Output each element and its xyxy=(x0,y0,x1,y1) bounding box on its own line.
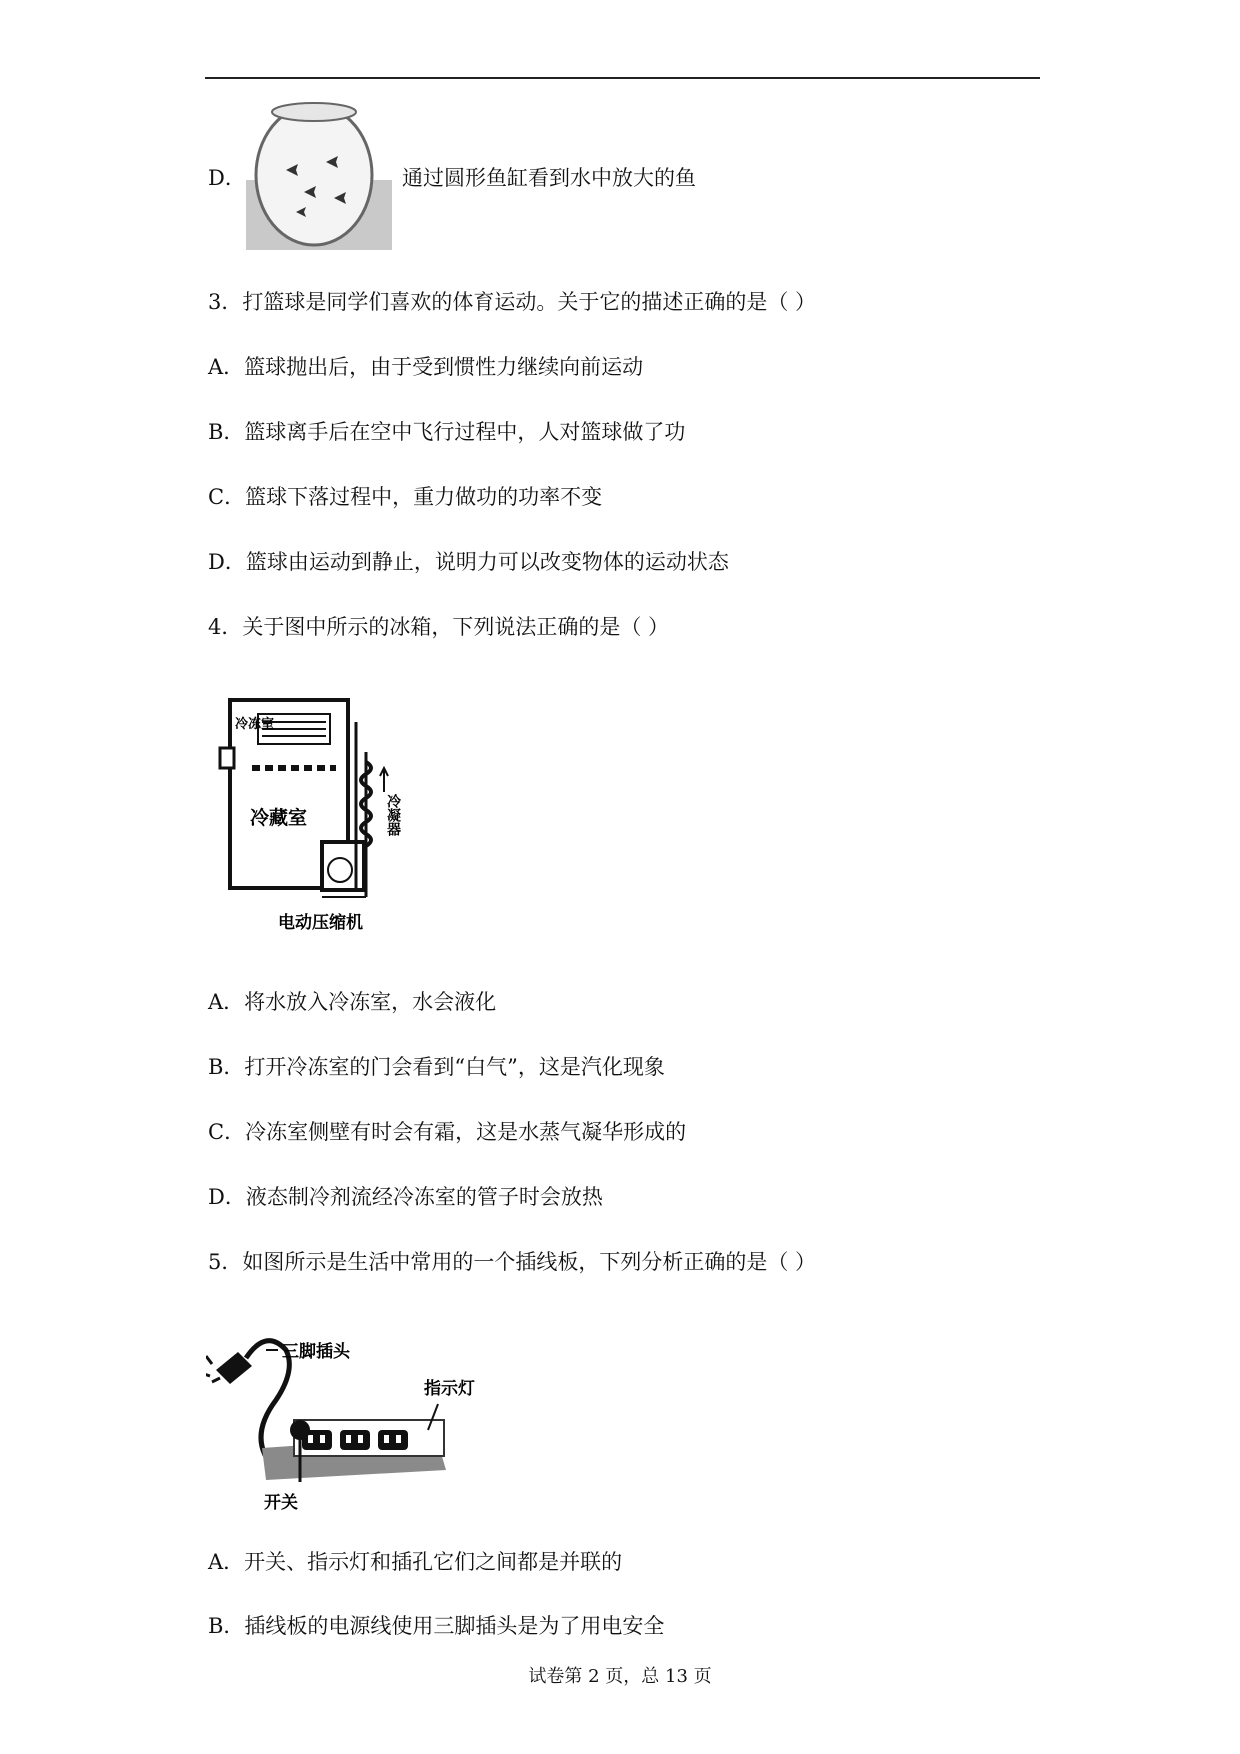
q5-option-b: B．插线板的电源线使用三脚插头是为了用电安全 xyxy=(208,1614,665,1638)
power-strip-diagram xyxy=(206,1320,496,1515)
q2-option-d-label: D． xyxy=(208,166,246,190)
indicator-label: 指示灯 xyxy=(424,1379,475,1398)
q3-option-d: D．篮球由运动到静止，说明力可以改变物体的运动状态 xyxy=(208,550,729,574)
plug-label: 三脚插头 xyxy=(282,1342,350,1361)
q3-option-b: B．篮球离手后在空中飞行过程中，人对篮球做了功 xyxy=(208,420,686,444)
fridge-label: 冷藏室 xyxy=(250,808,308,829)
q4-option-a: A．将水放入冷冻室，水会液化 xyxy=(208,990,497,1014)
q4-option-c: C．冷冻室侧壁有时会有霜，这是水蒸气凝华形成的 xyxy=(208,1120,687,1144)
header-rule xyxy=(205,77,1040,79)
switch-label: 开关 xyxy=(264,1493,298,1512)
q4-option-b: B．打开冷冻室的门会看到“白气”，这是汽化现象 xyxy=(208,1055,665,1079)
refrigerator-diagram xyxy=(218,692,408,942)
q5-stem: 5．如图所示是生活中常用的一个插线板，下列分析正确的是（ ） xyxy=(208,1250,817,1274)
q4-option-d: D．液态制冷剂流经冷冻室的管子时会放热 xyxy=(208,1185,603,1209)
freezer-label: 冷冻室 xyxy=(235,716,275,731)
q4-stem: 4．关于图中所示的冰箱，下列说法正确的是（ ） xyxy=(208,615,670,639)
q3-option-a: A．篮球抛出后，由于受到惯性力继续向前运动 xyxy=(208,355,644,379)
q5-option-a: A．开关、指示灯和插孔它们之间都是并联的 xyxy=(208,1550,623,1574)
compressor-label: 电动压缩机 xyxy=(278,913,363,932)
fish-bowl-image xyxy=(246,100,396,252)
page-footer: 试卷第 2 页，总 13 页 xyxy=(528,1666,712,1687)
condenser-label: 冷凝器 xyxy=(386,794,402,836)
q3-option-c: C．篮球下落过程中，重力做功的功率不变 xyxy=(208,485,603,509)
q3-stem: 3．打篮球是同学们喜欢的体育运动。关于它的描述正确的是（ ） xyxy=(208,290,817,314)
q2-option-d-text: 通过圆形鱼缸看到水中放大的鱼 xyxy=(402,166,696,190)
